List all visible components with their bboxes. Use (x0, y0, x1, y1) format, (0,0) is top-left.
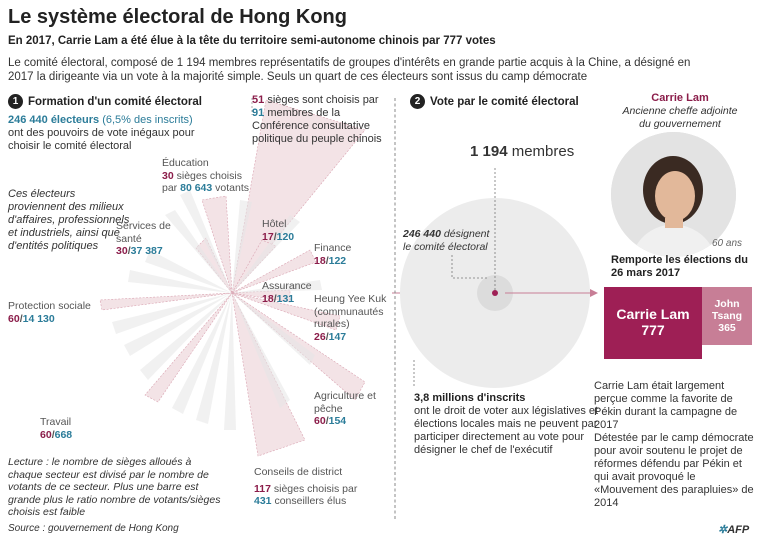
intro-text: Le comité électoral, composé de 1 194 membres représentatifs de groupes d'intérêts en grande partie acquis à la Chine, a désigné en 2017 la dirigeante via un vote à la majorité simple. Seuls un quart de ces électeurs sont issus du camp démocrate (8, 57, 691, 83)
designate-text2: le comité électoral (403, 240, 488, 253)
sector-education-voters: 80 643 (180, 182, 213, 194)
candidate-desc2: Détestée par le camp démocrate pour avoir soutenu le projet de réformes défendu par Pékin et qui avait provoqué le «Mouvement des parapluies» de 2014 (594, 432, 754, 509)
npc-seats: 51 (252, 94, 265, 106)
npc-members: 91 (252, 107, 265, 119)
sector-finance-voters: 122 (328, 254, 347, 267)
section1-title: Formation d'un comité électoral (28, 95, 202, 108)
sector-health: Services de santé 30/37 387 (116, 220, 176, 258)
sector-agri-voters: 154 (328, 415, 347, 427)
npc-label (252, 94, 387, 146)
members-total (470, 143, 574, 160)
sector-social-name: Protection sociale (8, 300, 91, 312)
fan-wedge-social (100, 293, 232, 310)
lam-result-bar (604, 287, 702, 356)
sector-district-voters: 431 (254, 495, 272, 507)
lam-bar-base (604, 356, 702, 359)
section2-heading (410, 94, 579, 109)
section1-heading (8, 94, 202, 109)
result-arrow-head (590, 289, 598, 297)
sector-district-seats-text: sièges choisis par (273, 482, 358, 495)
sector-labour-voters: 668 (54, 428, 73, 441)
sector-district-name: Conseils de district (254, 466, 343, 478)
tsang-bar-votes: 365 (718, 322, 736, 334)
sector-social: Protection sociale 60/14 130 (8, 300, 91, 325)
sector-hyk-seats: 26 (314, 330, 326, 343)
registered-desc: ont le droit de voter aux législatives et élections locales mais ne peuvent par participer directement au vote pour désigner le chef de l'exécutif (414, 405, 599, 456)
sector-hotel-seats: 17 (262, 230, 274, 243)
section1-number: 1 (8, 94, 23, 109)
voters-block (8, 114, 203, 153)
sector-hyk: Heung Yee Kuk (communautés rurales) 26/147 (314, 293, 392, 343)
source-note: Source : gouvernement de Hong Kong (8, 523, 179, 534)
sector-district-voters-text: conseillers élus (274, 495, 347, 507)
sector-insurance-voters: 131 (276, 292, 295, 305)
sector-labour-seats: 60 (40, 428, 52, 441)
candidate-win-text: Remporte les élections du 26 mars 2017 (611, 254, 748, 279)
sector-education-voters-text: votants (215, 182, 250, 194)
sector-district-seats: 117 (254, 482, 271, 495)
sector-hotel-name: Hôtel (262, 218, 287, 230)
sector-health-name: Services de santé (116, 220, 171, 245)
afp-logo: ✲AFP (718, 524, 750, 536)
designate-label (403, 228, 503, 253)
sector-district (254, 466, 394, 508)
sector-finance-seats: 18 (314, 254, 326, 267)
sector-agri: Agriculture et pêche 60/154 (314, 390, 384, 428)
page-subtitle: En 2017, Carrie Lam a été élue à la tête du territoire semi-autonome chinois par 777 votes (8, 35, 496, 47)
registered-count: 3,8 millions d'inscrits (414, 392, 526, 404)
members-label: membres (511, 143, 575, 160)
designate-text1: désignent (443, 228, 490, 240)
sector-social-voters: 14 130 (22, 312, 55, 325)
sector-agri-seats: 60 (314, 415, 326, 427)
candidate-header (600, 92, 760, 130)
committee-dot (492, 290, 498, 296)
sector-education-name: Éducation (162, 157, 209, 169)
sector-hyk-voters: 147 (328, 330, 347, 343)
reading-note: Lecture : le nombre de sièges alloués à chaque secteur est divisé par le nombre de votants de ce secteur. Plus une barre est grande plus le ratio nombre de votants/sièges choisis est faible (8, 456, 221, 518)
voters-pct: (6,5% des inscrits) (102, 114, 193, 126)
candidate-desc1: Carrie Lam était largement perçue comme la favorite de Pékin durant la campagne de 2017 (594, 380, 738, 431)
sector-education-seats: 30 (162, 169, 174, 182)
afp-logo-text: AFP (727, 524, 750, 536)
candidate-name: Carrie Lam (651, 92, 709, 104)
tsang-bar-name: John Tsang (711, 298, 743, 322)
candidate-role: Ancienne cheffe adjointe du gouvernement (622, 105, 738, 130)
lam-bar-name: Carrie Lam (616, 305, 690, 322)
voters-desc: ont des pouvoirs de vote inégaux pour choisir le comité électoral (8, 127, 195, 152)
sector-health-voters: 37 387 (130, 245, 163, 257)
electors-note: Ces électeurs proviennent des milieux d'affaires, professionnels et industriels, ainsi que d'entités politiques (8, 188, 130, 252)
sector-health-seats: 30 (116, 245, 128, 257)
sector-finance-name: Finance (314, 242, 352, 254)
tsang-result-bar (702, 287, 752, 345)
candidate-age: 60 ans (712, 238, 743, 249)
sector-social-seats: 60 (8, 312, 20, 325)
section2-number: 2 (410, 94, 425, 109)
npc-text2: membres de la Conférence consultative politique du peuple chinois (252, 107, 382, 145)
sector-finance: Finance 18/122 (314, 242, 352, 267)
sector-hotel: Hôtel 17/120 (262, 218, 295, 243)
designate-count: 246 440 (403, 228, 441, 240)
sector-hotel-voters: 120 (276, 230, 295, 243)
sector-insurance: Assurance 18/131 (262, 280, 312, 305)
sector-insurance-name: Assurance (262, 280, 312, 292)
members-count: 1 194 (470, 143, 508, 160)
voters-count: 246 440 électeurs (8, 114, 100, 126)
section2-title: Vote par le comité électoral (430, 95, 579, 108)
sector-education-voters-prefix: par (162, 182, 178, 194)
sector-agri-name: Agriculture et pêche (314, 390, 376, 415)
sector-labour: Travail 60/668 (40, 416, 73, 441)
sector-education (162, 157, 272, 195)
sector-insurance-seats: 18 (262, 292, 274, 305)
npc-text1: sièges sont choisis par (267, 94, 379, 106)
page-title: Le système électoral de Hong Kong (8, 6, 347, 28)
sector-hyk-name: Heung Yee Kuk (communautés rurales) (314, 293, 387, 330)
sector-education-seats-text: sièges choisis (176, 169, 242, 182)
registered-block (414, 392, 604, 457)
sector-labour-name: Travail (40, 416, 72, 428)
lam-bar-votes: 777 (641, 321, 665, 338)
